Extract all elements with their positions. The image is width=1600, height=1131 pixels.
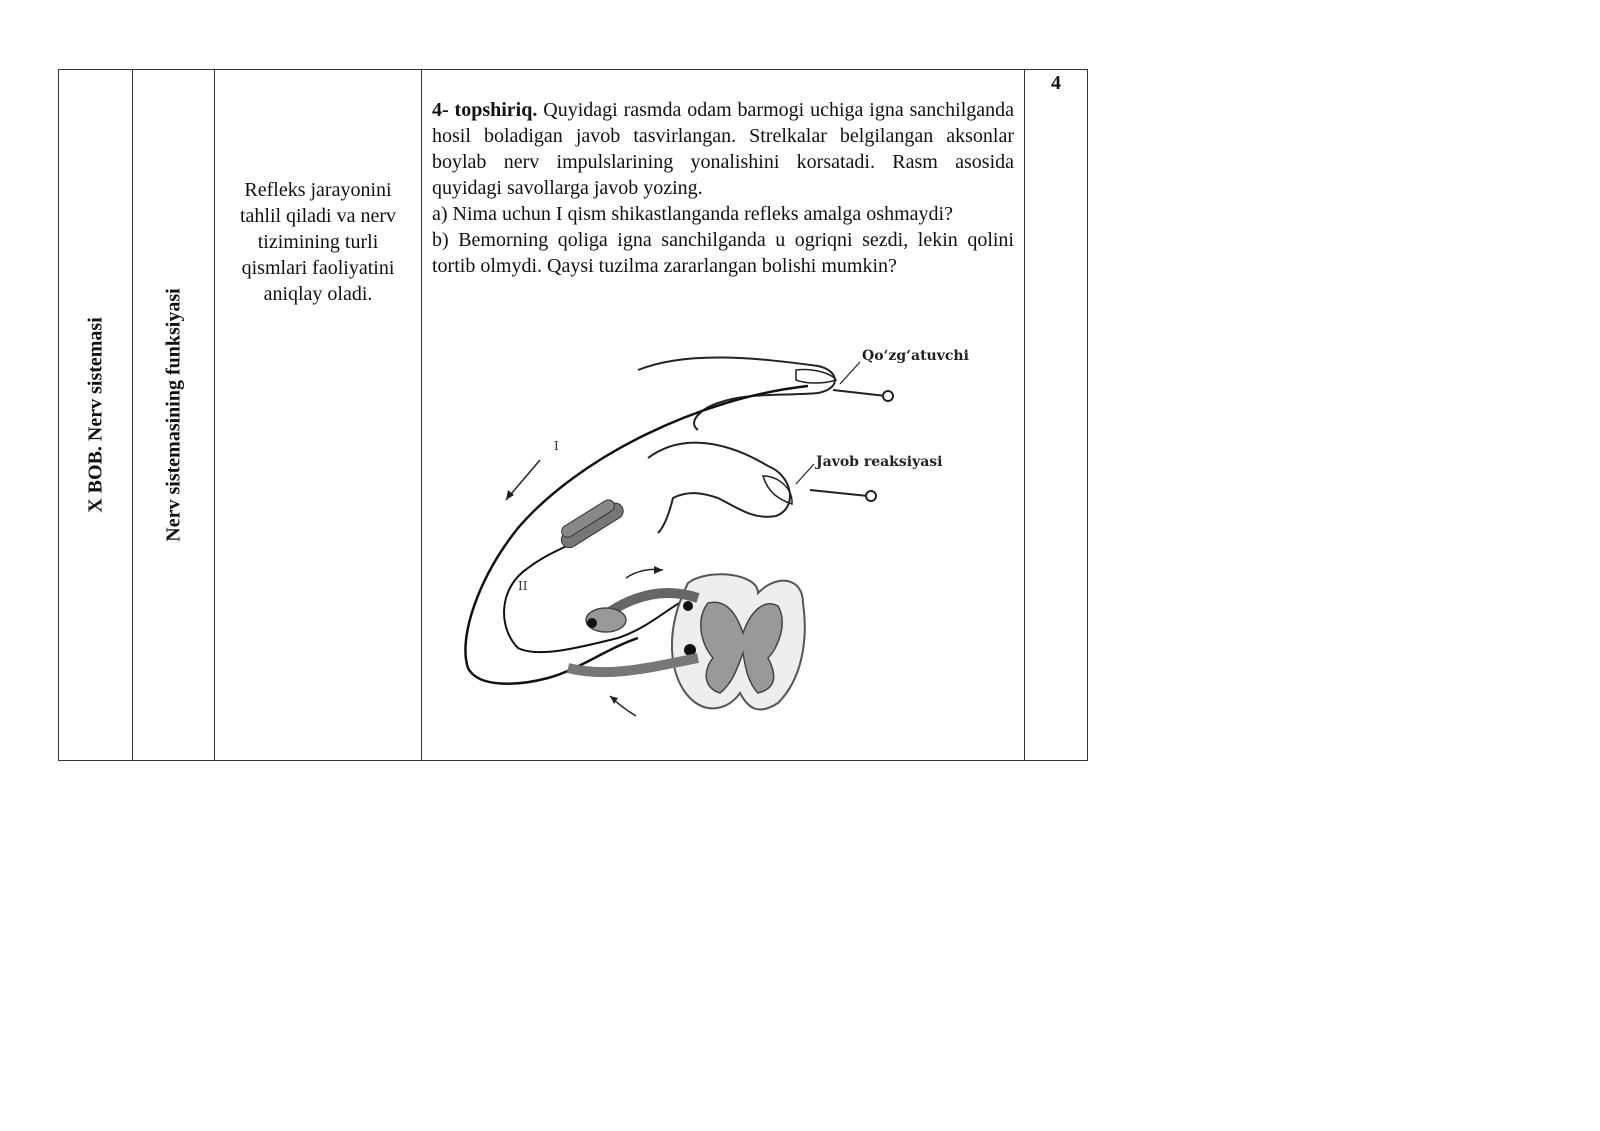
- topic-cell: [133, 70, 215, 761]
- task-title: 4- topshiriq.: [432, 99, 538, 121]
- task-intro: Quyidagi rasmda odam barmogi uchiga igna sanchilganda hosil boladigan javob tasvirlangan. Strelkalar belgilangan aksonlar boylab nerv impulslarining yonalishini korsatadi. Rasm asosida quyidagi savollarga javob yozing.: [432, 99, 1015, 199]
- lower-fingernail: [763, 476, 792, 504]
- part-two-label: II: [518, 579, 528, 593]
- sensory-neuron-body: [587, 618, 597, 628]
- part-one-label: I: [554, 439, 559, 453]
- question-a: a) Nima uchun I qism shikastlanganda refleks amalga oshmaydi?: [432, 203, 953, 225]
- response-needle-head: [866, 491, 876, 501]
- outcome-cell: [215, 70, 422, 761]
- question-b: b) Bemorning qoliga igna sanchilganda u ogriqni sezdi, lekin qolini tortib olmydi. Qaysi tuzilma zararlangan bolishi mumkin?: [432, 229, 1014, 277]
- response-pointer: [796, 464, 814, 484]
- task-intro-paragraph: [432, 97, 1014, 201]
- upper-finger-outline: [638, 357, 835, 430]
- chapter-cell: [59, 70, 133, 761]
- task-text: [422, 70, 1024, 279]
- score-value: 4: [1051, 72, 1061, 94]
- response-label: Javob reaksiyasi: [816, 454, 943, 470]
- stimulus-label: Qo‘zg‘atuvchi: [862, 348, 969, 364]
- response-needle: [810, 490, 868, 496]
- reflex-arc-figure: [458, 348, 1003, 738]
- score-cell: [1025, 70, 1088, 761]
- muscle: [555, 495, 626, 551]
- impulse-arrow-top-head: [654, 566, 663, 574]
- stimulus-pointer: [840, 362, 860, 384]
- topic-title: Nerv sistemasining funksiyasi: [162, 288, 184, 542]
- stimulus-needle-head: [883, 391, 893, 401]
- stimulus-needle: [833, 390, 886, 396]
- chapter-title: X BOB. Nerv sistemasi: [84, 317, 106, 513]
- learning-outcome: Refleks jarayonini tahlil qiladi va nerv tizimining turli qismlari faoliyatini aniqlay oladi.: [239, 179, 397, 305]
- reflex-arc-drawing: [458, 348, 1003, 738]
